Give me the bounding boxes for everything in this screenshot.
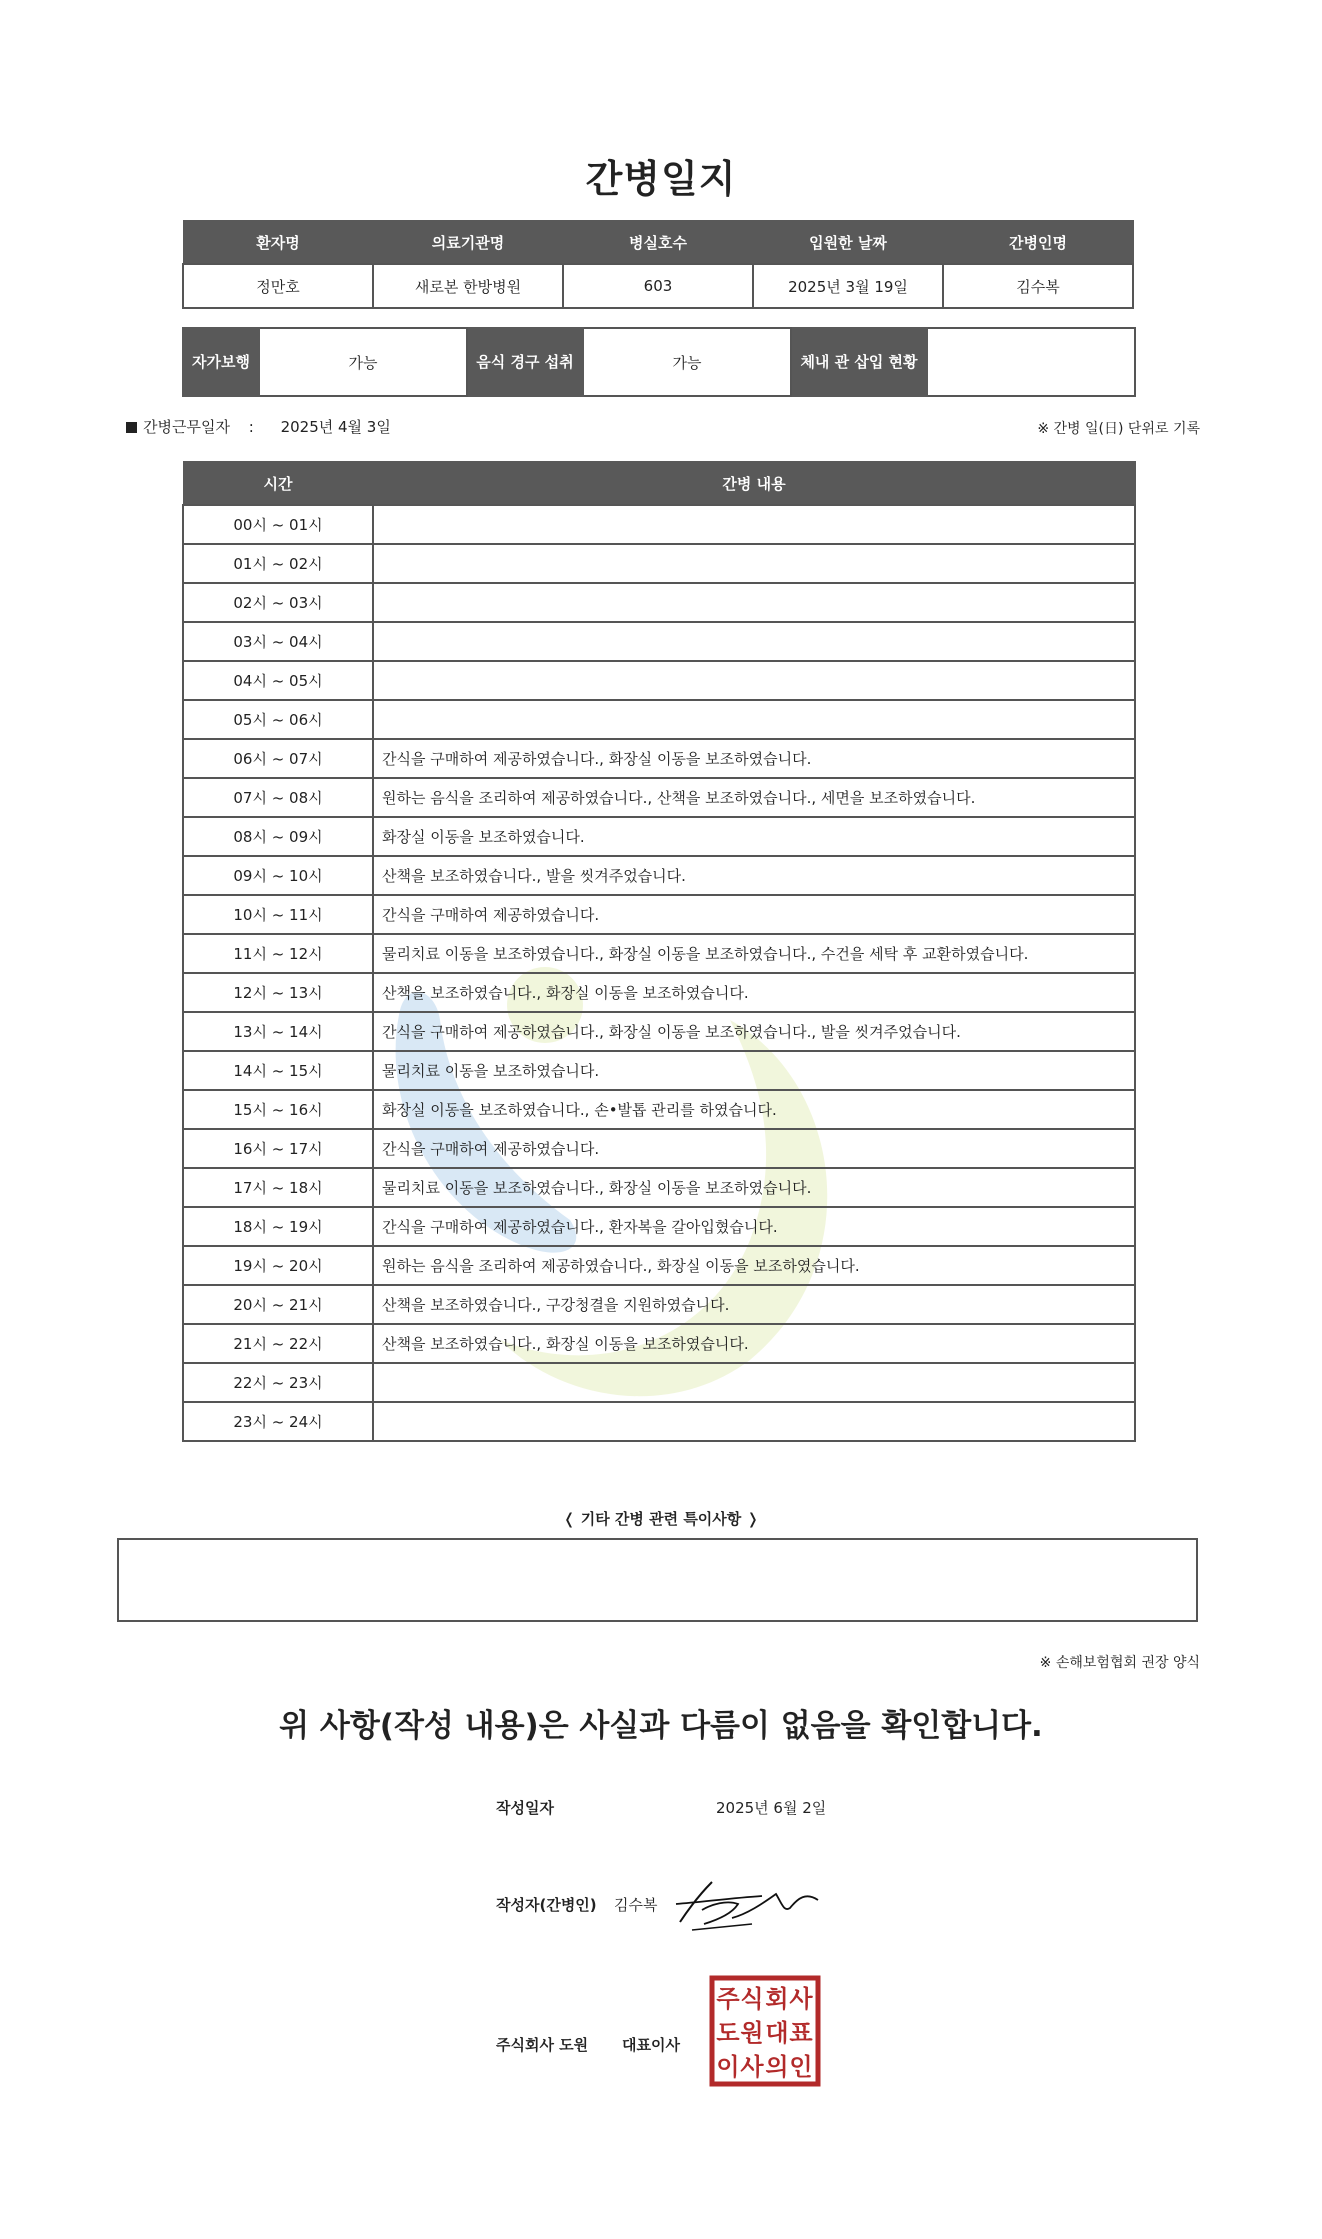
table-row (183, 817, 1135, 856)
bullet-square-icon (126, 422, 137, 433)
log-time-cell: 21시 ~ 22시 (183, 1324, 373, 1363)
company-title: 대표이사 (622, 2036, 680, 2054)
log-content-cell (373, 505, 1135, 544)
svg-text:원: 원 (740, 2019, 764, 2047)
log-time-cell: 05시 ~ 06시 (183, 700, 373, 739)
info-room-number: 603 (563, 264, 753, 308)
info-header-caregiver: 간병인명 (943, 221, 1133, 265)
unit-note: ※ 간병 일(日) 단위로 기록 (1037, 421, 1200, 437)
svg-text:인: 인 (789, 2053, 813, 2081)
patient-status-table (182, 327, 1136, 397)
company-name: 주식회사 도원 (496, 2036, 589, 2054)
log-header-content: 간병 내용 (373, 462, 1135, 506)
log-content-cell (373, 1402, 1135, 1441)
remarks-title: ❬ 기타 간병 관련 특이사항 ❭ (562, 1510, 760, 1528)
table-row (183, 1168, 1135, 1207)
log-time-cell: 08시 ~ 09시 (183, 817, 373, 856)
info-hospital-name: 새로본 한방병원 (373, 264, 563, 308)
recommended-form-note: ※ 손해보험협회 권장 양식 (1039, 1655, 1200, 1671)
log-header-time: 시간 (183, 462, 373, 506)
svg-text:회: 회 (765, 1985, 789, 2013)
log-time-cell: 23시 ~ 24시 (183, 1402, 373, 1441)
log-content-cell: 간식을 구매하여 제공하였습니다., 화장실 이동을 보조하였습니다., 발을 씻겨주었습니다. (373, 1012, 1135, 1051)
svg-text:주: 주 (716, 1985, 740, 2013)
log-content-cell: 간식을 구매하여 제공하였습니다. (373, 1129, 1135, 1168)
table-row (183, 739, 1135, 778)
remarks-box (117, 1538, 1198, 1622)
log-time-cell: 18시 ~ 19시 (183, 1207, 373, 1246)
table-row (183, 1285, 1135, 1324)
table-row (183, 700, 1135, 739)
svg-text:의: 의 (765, 2053, 789, 2081)
table-row (183, 661, 1135, 700)
log-time-cell: 17시 ~ 18시 (183, 1168, 373, 1207)
log-time-cell: 15시 ~ 16시 (183, 1090, 373, 1129)
tube-insertion-label: 체내 관 삽입 현황 (791, 328, 927, 396)
log-content-cell (373, 583, 1135, 622)
work-date-line (126, 416, 391, 437)
log-time-cell: 22시 ~ 23시 (183, 1363, 373, 1402)
table-row (183, 778, 1135, 817)
log-content-cell: 산책을 보조하였습니다., 화장실 이동을 보조하였습니다. (373, 973, 1135, 1012)
info-header-admission: 입원한 날짜 (753, 221, 943, 265)
log-content-cell: 간식을 구매하여 제공하였습니다., 환자복을 갈아입혔습니다. (373, 1207, 1135, 1246)
tube-insertion-value (927, 328, 1135, 396)
log-content-cell: 원하는 음식을 조리하여 제공하였습니다., 산책을 보조하였습니다., 세면을 보조하였습니다. (373, 778, 1135, 817)
table-row (183, 1324, 1135, 1363)
log-time-cell: 04시 ~ 05시 (183, 661, 373, 700)
log-time-cell: 09시 ~ 10시 (183, 856, 373, 895)
log-time-cell: 12시 ~ 13시 (183, 973, 373, 1012)
table-row (183, 856, 1135, 895)
log-content-cell: 간식을 구매하여 제공하였습니다., 화장실 이동을 보조하였습니다. (373, 739, 1135, 778)
log-content-cell: 물리치료 이동을 보조하였습니다., 화장실 이동을 보조하였습니다. (373, 1168, 1135, 1207)
table-row (183, 544, 1135, 583)
info-patient-name: 정만호 (183, 264, 373, 308)
table-row (183, 1012, 1135, 1051)
table-row (183, 973, 1135, 1012)
patient-info-table (182, 220, 1134, 309)
oral-intake-value: 가능 (583, 328, 791, 396)
work-date-value: 2025년 4월 3일 (280, 418, 391, 436)
log-content-cell: 물리치료 이동을 보조하였습니다. (373, 1051, 1135, 1090)
self-walk-label: 자가보행 (183, 328, 259, 396)
confirmation-statement: 위 사항(작성 내용)은 사실과 다름이 없음을 확인합니다. (279, 1708, 1043, 1744)
table-row (183, 1090, 1135, 1129)
log-content-cell: 산책을 보조하였습니다., 구강청결을 지원하였습니다. (373, 1285, 1135, 1324)
table-row (183, 1051, 1135, 1090)
log-content-cell: 화장실 이동을 보조하였습니다. (373, 817, 1135, 856)
log-content-cell (373, 661, 1135, 700)
log-content-cell (373, 1363, 1135, 1402)
info-header-room: 병실호수 (563, 221, 753, 265)
table-row (183, 1207, 1135, 1246)
log-content-cell: 물리치료 이동을 보조하였습니다., 화장실 이동을 보조하였습니다., 수건을 세탁 후 교환하였습니다. (373, 934, 1135, 973)
log-content-cell: 원하는 음식을 조리하여 제공하였습니다., 화장실 이동을 보조하였습니다. (373, 1246, 1135, 1285)
page-title: 간병일지 (585, 157, 737, 201)
log-time-cell: 03시 ~ 04시 (183, 622, 373, 661)
log-content-cell (373, 622, 1135, 661)
self-walk-value: 가능 (259, 328, 467, 396)
info-caregiver-name: 김수복 (943, 264, 1133, 308)
work-date-label: 간병근무일자 (143, 418, 230, 436)
handwritten-signature (672, 1874, 822, 1934)
table-row (183, 895, 1135, 934)
log-time-cell: 07시 ~ 08시 (183, 778, 373, 817)
writer-name: 김수복 (614, 1896, 658, 1914)
log-time-cell: 16시 ~ 17시 (183, 1129, 373, 1168)
table-row (183, 505, 1135, 544)
table-row (183, 1129, 1135, 1168)
log-content-cell: 산책을 보조하였습니다., 발을 씻겨주었습니다. (373, 856, 1135, 895)
table-row (183, 934, 1135, 973)
work-date-separator: : (248, 418, 254, 436)
svg-text:이: 이 (716, 2053, 740, 2081)
log-time-cell: 00시 ~ 01시 (183, 505, 373, 544)
svg-text:사: 사 (789, 1985, 813, 2013)
writer-label: 작성자(간병인) (496, 1896, 597, 1914)
svg-text:도: 도 (716, 2019, 740, 2047)
svg-text:사: 사 (740, 2053, 764, 2081)
log-content-cell: 산책을 보조하였습니다., 화장실 이동을 보조하였습니다. (373, 1324, 1135, 1363)
svg-text:표: 표 (789, 2019, 813, 2047)
log-time-cell: 14시 ~ 15시 (183, 1051, 373, 1090)
log-content-cell: 화장실 이동을 보조하였습니다., 손•발톱 관리를 하였습니다. (373, 1090, 1135, 1129)
log-content-cell: 간식을 구매하여 제공하였습니다. (373, 895, 1135, 934)
log-time-cell: 13시 ~ 14시 (183, 1012, 373, 1051)
info-admission-date: 2025년 3월 19일 (753, 264, 943, 308)
svg-text:식: 식 (740, 1985, 764, 2013)
table-row (183, 1363, 1135, 1402)
log-time-cell: 01시 ~ 02시 (183, 544, 373, 583)
svg-text:대: 대 (765, 2019, 789, 2047)
log-time-cell: 06시 ~ 07시 (183, 739, 373, 778)
log-content-cell (373, 544, 1135, 583)
written-date-label: 작성일자 (496, 1799, 554, 1817)
table-row (183, 1402, 1135, 1441)
written-date-value: 2025년 6월 2일 (716, 1799, 827, 1817)
log-time-cell: 02시 ~ 03시 (183, 583, 373, 622)
log-time-cell: 19시 ~ 20시 (183, 1246, 373, 1285)
table-row (183, 583, 1135, 622)
log-time-cell: 10시 ~ 11시 (183, 895, 373, 934)
log-time-cell: 20시 ~ 21시 (183, 1285, 373, 1324)
care-log-body (183, 505, 1135, 1441)
company-seal-stamp (709, 1975, 821, 2087)
table-row (183, 622, 1135, 661)
table-row (183, 1246, 1135, 1285)
info-header-hospital: 의료기관명 (373, 221, 563, 265)
log-content-cell (373, 700, 1135, 739)
care-log-table (182, 461, 1136, 1442)
log-time-cell: 11시 ~ 12시 (183, 934, 373, 973)
info-header-patient: 환자명 (183, 221, 373, 265)
oral-intake-label: 음식 경구 섭취 (467, 328, 583, 396)
